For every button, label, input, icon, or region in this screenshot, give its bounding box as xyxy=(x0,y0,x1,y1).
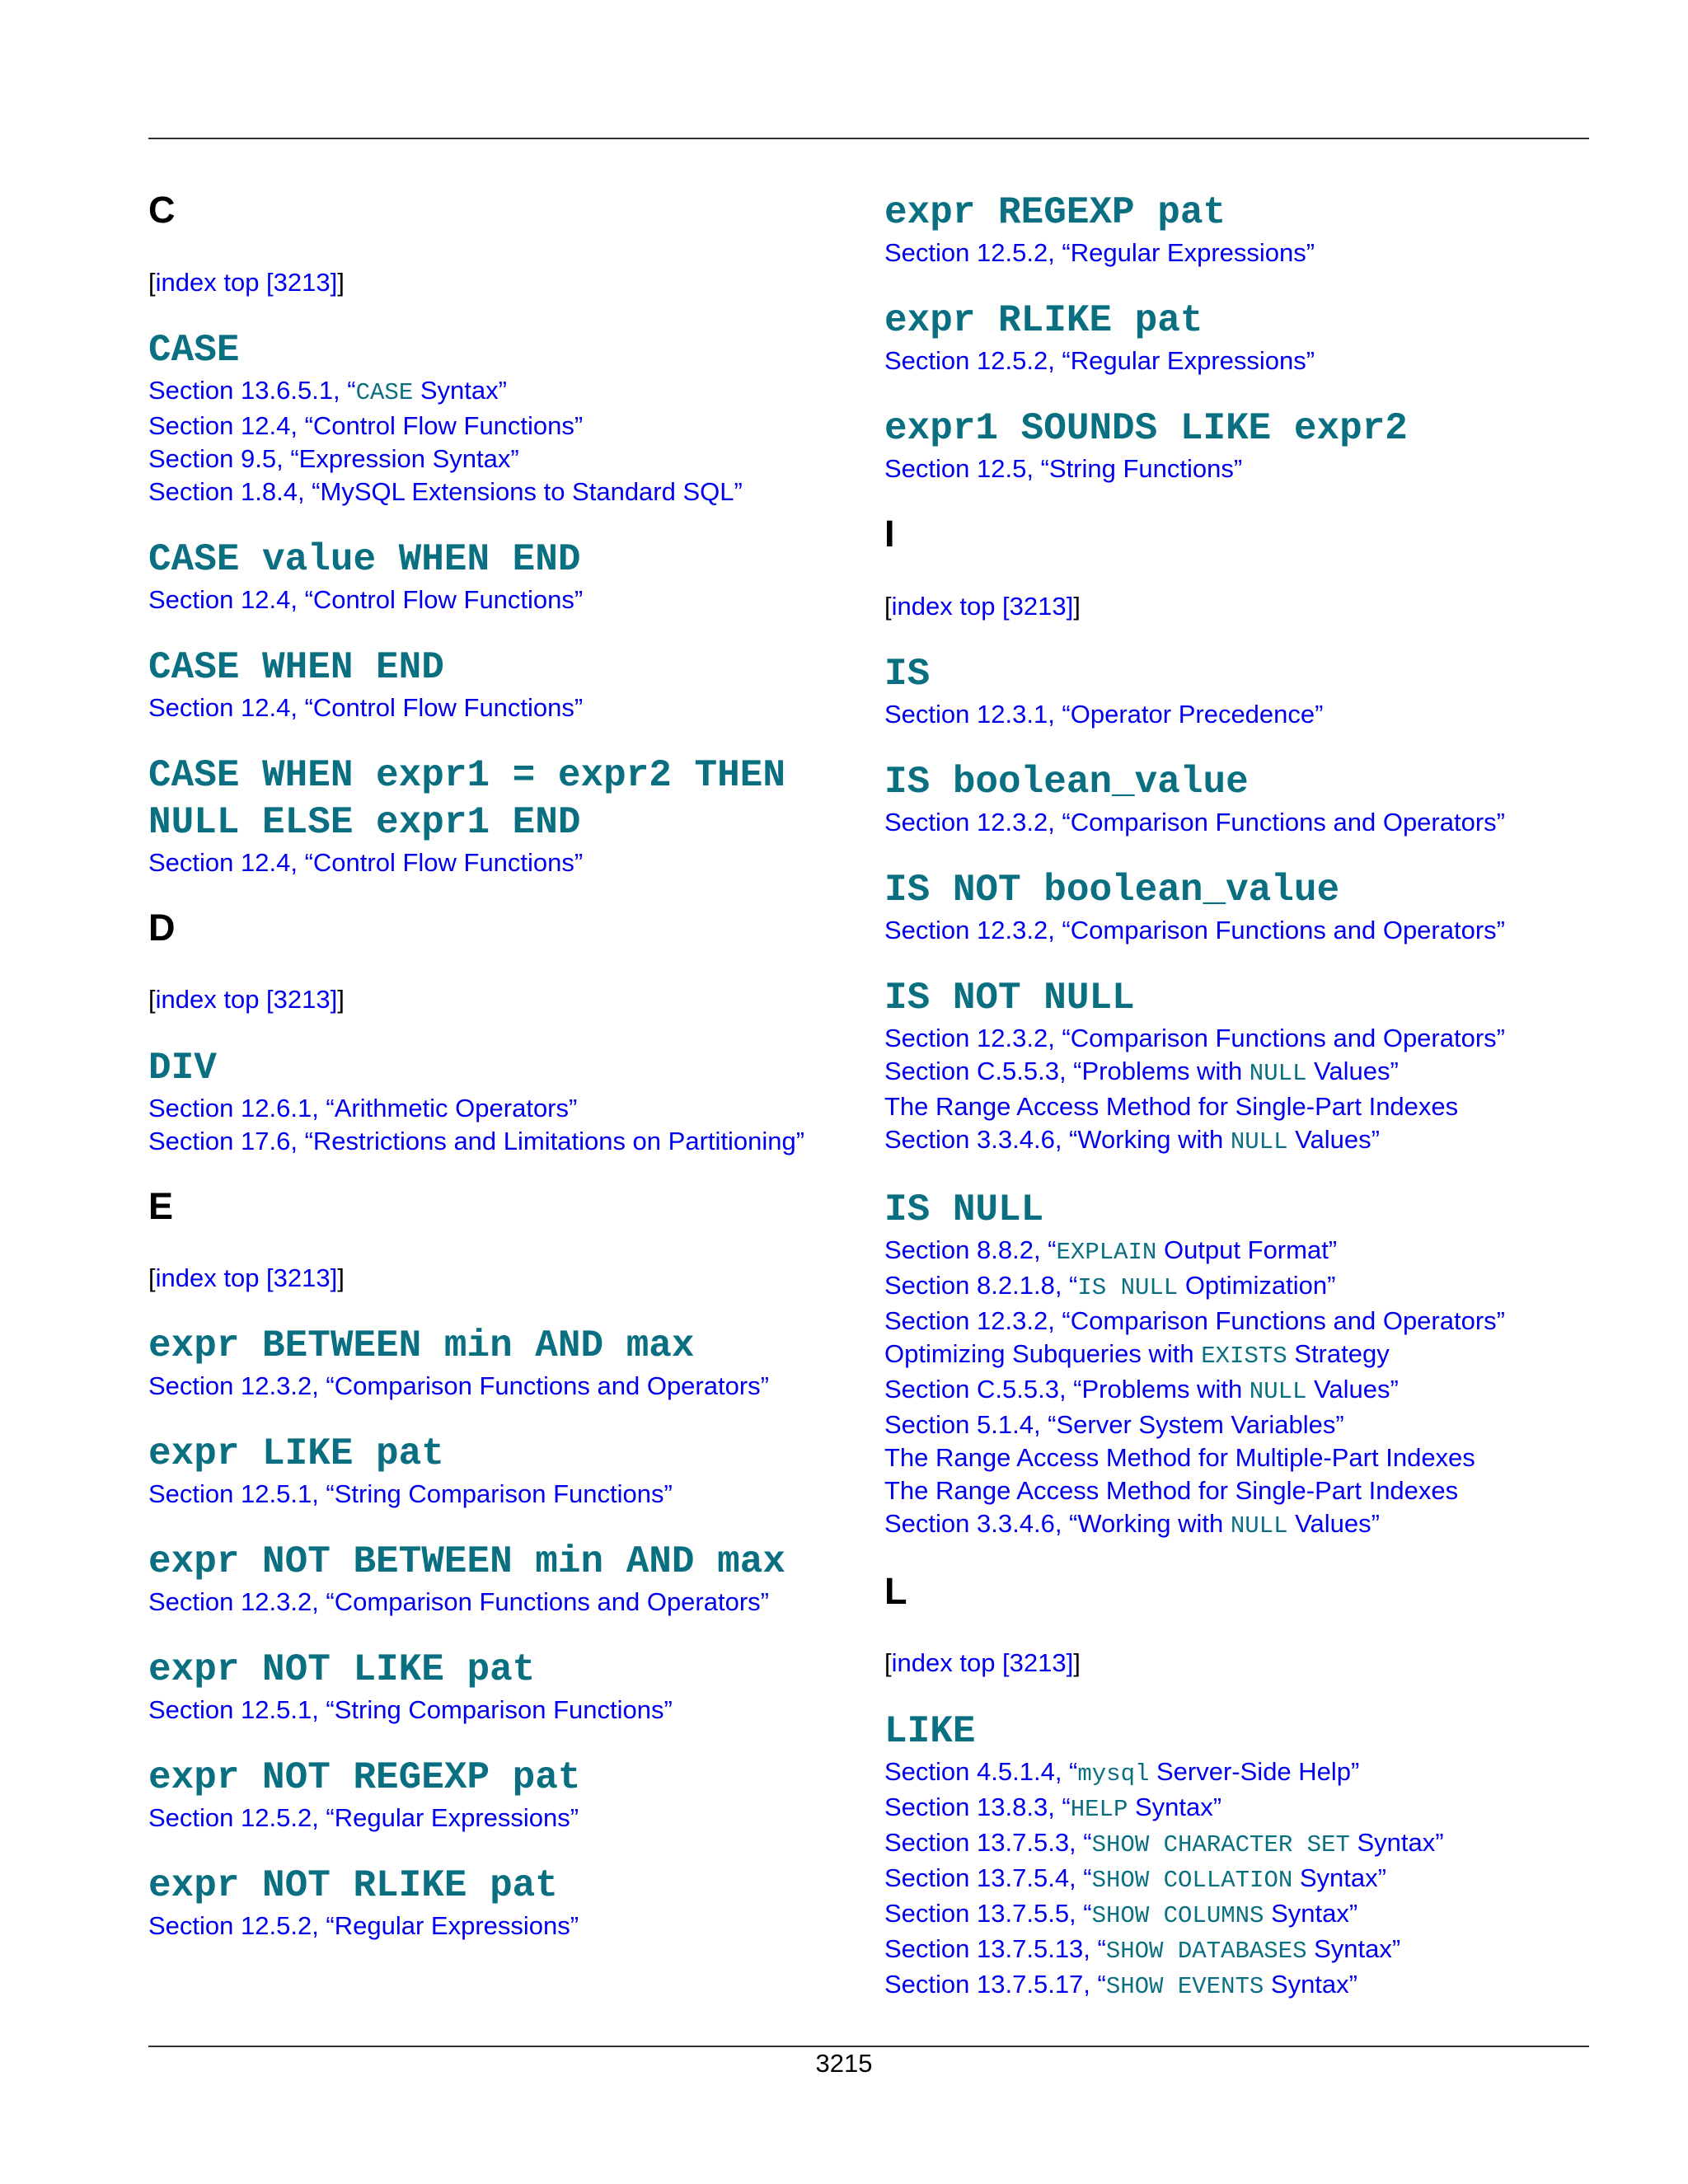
reference-text: Section 13.8.3, “ xyxy=(884,1792,1071,1821)
index-term: IS xyxy=(884,652,931,696)
index-column-left xyxy=(148,190,841,1971)
reference-text: Section 12.5.2, “Regular Expressions” xyxy=(148,1803,579,1833)
index-reference-link[interactable] xyxy=(884,1862,1593,1897)
index-reference-link[interactable] xyxy=(884,698,1593,731)
index-term: IS NOT NULL xyxy=(884,976,1135,1019)
index-reference-link[interactable] xyxy=(884,1507,1593,1543)
reference-text: Server-Side Help” xyxy=(1149,1756,1360,1786)
reference-text: Syntax” xyxy=(1349,1827,1444,1857)
reference-text: Section 5.1.4, “Server System Variables” xyxy=(884,1409,1344,1439)
index-entry xyxy=(884,651,1593,731)
reference-text: Values” xyxy=(1287,1508,1380,1538)
reference-text: Section 4.5.1.4, “ xyxy=(884,1756,1078,1786)
index-top-link[interactable]: index top [3213] xyxy=(155,1263,338,1293)
index-term: IS boolean_value xyxy=(884,760,1249,804)
code-literal: NULL xyxy=(1230,1511,1288,1540)
index-reference-link[interactable] xyxy=(884,1234,1593,1269)
reference-text: Section 12.5, “String Functions” xyxy=(884,454,1243,484)
index-reference-link[interactable] xyxy=(884,914,1593,947)
reference-text: Section 3.3.4.6, “Working with xyxy=(884,1508,1231,1538)
bracket-close: ] xyxy=(337,1263,345,1293)
reference-text: Section 13.7.5.17, “ xyxy=(884,1969,1106,1999)
index-reference-link[interactable] xyxy=(884,237,1593,269)
index-term: IS NULL xyxy=(884,1188,1044,1231)
reference-text: Section 13.7.5.13, “ xyxy=(884,1933,1106,1963)
reference-text: Section 12.3.2, “Comparison Functions and Operators” xyxy=(884,915,1505,944)
index-entry xyxy=(148,537,841,616)
index-entry xyxy=(148,752,841,879)
index-reference-link[interactable] xyxy=(884,1373,1593,1408)
reference-text: The Range Access Method for Multiple-Part Indexes xyxy=(884,1442,1475,1472)
code-literal: SHOW CHARACTER SET xyxy=(1091,1830,1350,1858)
index-reference-link[interactable] xyxy=(148,1586,841,1619)
bracket-open: [ xyxy=(884,1648,892,1678)
index-entry xyxy=(148,1539,841,1619)
index-reference-link[interactable] xyxy=(884,1933,1593,1968)
code-literal: EXPLAIN xyxy=(1056,1238,1157,1266)
reference-text: Section 12.5.2, “Regular Expressions” xyxy=(148,1911,579,1941)
code-literal: IS NULL xyxy=(1077,1273,1179,1301)
footer-rule xyxy=(148,2046,1589,2047)
section-letter-l: L xyxy=(884,1569,907,1612)
code-literal: EXISTS xyxy=(1201,1342,1287,1370)
index-entry xyxy=(884,759,1593,839)
page-number: 3215 xyxy=(815,2049,873,2078)
index-reference-link[interactable] xyxy=(148,1802,841,1835)
reference-text: Section 13.7.5.5, “ xyxy=(884,1898,1092,1928)
index-reference-link[interactable] xyxy=(884,1305,1593,1338)
index-reference-link[interactable] xyxy=(884,1338,1593,1373)
index-reference-link[interactable] xyxy=(884,452,1593,485)
reference-text: Section 9.5, “Expression Syntax” xyxy=(148,443,519,473)
index-top-row xyxy=(148,984,841,1015)
index-reference-link[interactable] xyxy=(884,1474,1593,1507)
index-reference-link[interactable] xyxy=(884,1441,1593,1474)
index-entry xyxy=(148,1755,841,1835)
reference-text: Section C.5.5.3, “Problems with xyxy=(884,1056,1250,1085)
index-term: expr NOT REGEXP pat xyxy=(148,1756,581,1800)
section-letter-e: E xyxy=(148,1184,174,1227)
index-reference-link[interactable] xyxy=(148,1910,841,1943)
index-entry xyxy=(148,1647,841,1727)
reference-text: Section 12.6.1, “Arithmetic Operators” xyxy=(148,1093,578,1122)
index-term: expr REGEXP pat xyxy=(884,191,1226,234)
index-entry xyxy=(884,867,1593,947)
code-literal: SHOW COLUMNS xyxy=(1091,1901,1264,1929)
code-literal: SHOW COLLATION xyxy=(1091,1866,1293,1894)
reference-text: Values” xyxy=(1287,1124,1380,1154)
reference-text: Section 3.3.4.6, “Working with xyxy=(884,1124,1231,1154)
index-reference-link[interactable] xyxy=(148,1694,841,1727)
bracket-close: ] xyxy=(337,985,345,1015)
reference-text: Section 12.5.2, “Regular Expressions” xyxy=(884,238,1315,268)
reference-text: The Range Access Method for Single-Part Indexes xyxy=(884,1475,1459,1505)
reference-text: Section 17.6, “Restrictions and Limitations on Partitioning” xyxy=(148,1126,805,1155)
code-literal: NULL xyxy=(1249,1059,1307,1087)
section-letter-d: D xyxy=(148,906,176,949)
reference-text: Syntax” xyxy=(1264,1898,1358,1928)
index-reference-link[interactable] xyxy=(148,1478,841,1511)
reference-text: Section 12.5.1, “String Comparison Functions” xyxy=(148,1479,673,1509)
index-term: CASE WHEN expr1 = expr2 THEN NULL ELSE expr1 END xyxy=(148,753,785,844)
index-reference-link[interactable] xyxy=(148,410,841,443)
code-literal: HELP xyxy=(1070,1795,1128,1823)
reference-text: Section 13.6.5.1, “ xyxy=(148,375,356,405)
index-term: expr LIKE pat xyxy=(148,1432,444,1476)
index-reference-link[interactable] xyxy=(148,374,841,410)
reference-text: Values” xyxy=(1306,1374,1399,1404)
index-reference-link[interactable] xyxy=(884,1055,1593,1090)
index-term: CASE value WHEN END xyxy=(148,537,581,581)
reference-text: Section 12.4, “Control Flow Functions” xyxy=(148,847,584,877)
index-reference-link[interactable] xyxy=(884,1090,1593,1123)
reference-text: Syntax” xyxy=(1264,1969,1357,1999)
reference-text: Values” xyxy=(1306,1056,1399,1085)
code-literal: mysql xyxy=(1077,1760,1150,1788)
index-top-row xyxy=(148,267,841,298)
index-reference-link[interactable] xyxy=(148,443,841,476)
index-reference-link[interactable] xyxy=(148,1370,841,1403)
bracket-close: ] xyxy=(337,267,345,297)
reference-text: Section 12.3.2, “Comparison Functions and Operators” xyxy=(148,1587,769,1617)
index-top-row xyxy=(148,1263,841,1293)
reference-text: Optimization” xyxy=(1178,1270,1336,1300)
index-reference-link[interactable] xyxy=(884,1269,1593,1305)
reference-text: Section 12.4, “Control Flow Functions” xyxy=(148,410,584,440)
index-reference-link[interactable] xyxy=(884,806,1593,839)
reference-text: Strategy xyxy=(1287,1338,1390,1368)
reference-text: Section 12.4, “Control Flow Functions” xyxy=(148,584,584,614)
reference-text: Syntax” xyxy=(1292,1863,1386,1892)
reference-text: Syntax” xyxy=(1306,1933,1401,1963)
header-rule xyxy=(148,138,1589,139)
index-reference-link[interactable] xyxy=(148,1092,841,1125)
reference-text: Section 12.3.2, “Comparison Functions and Operators” xyxy=(884,807,1505,837)
reference-text: Section 12.4, “Control Flow Functions” xyxy=(148,692,584,722)
reference-text: Section 12.3.1, “Operator Precedence” xyxy=(884,699,1324,729)
reference-text: Section 8.2.1.8, “ xyxy=(884,1270,1078,1300)
index-reference-link[interactable] xyxy=(148,691,841,724)
index-column-right xyxy=(884,190,1593,2032)
index-entry xyxy=(148,644,841,724)
index-term: CASE WHEN END xyxy=(148,645,444,689)
index-term: IS NOT boolean_value xyxy=(884,868,1340,912)
reference-text: Optimizing Subqueries with xyxy=(884,1338,1202,1368)
index-term: expr BETWEEN min AND max xyxy=(148,1324,695,1368)
index-entry xyxy=(148,1323,841,1403)
reference-text: Output Format” xyxy=(1156,1235,1338,1264)
code-literal: NULL xyxy=(1230,1127,1288,1155)
reference-text: The Range Access Method for Single-Part Indexes xyxy=(884,1091,1459,1121)
index-top-link[interactable]: index top [3213] xyxy=(891,1648,1074,1678)
index-term: expr NOT LIKE pat xyxy=(148,1648,536,1692)
index-reference-link[interactable] xyxy=(884,1826,1593,1862)
index-reference-link[interactable] xyxy=(884,1755,1593,1791)
index-entry xyxy=(148,327,841,509)
index-entry xyxy=(884,190,1593,269)
reference-text: Section 12.3.2, “Comparison Functions and Operators” xyxy=(148,1371,769,1401)
index-top-link[interactable]: index top [3213] xyxy=(155,985,338,1015)
index-entry xyxy=(884,975,1593,1159)
bracket-open: [ xyxy=(884,591,892,621)
reference-text: Section 8.8.2, “ xyxy=(884,1235,1057,1264)
index-term: expr NOT BETWEEN min AND max xyxy=(148,1540,785,1584)
bracket-close: ] xyxy=(1073,591,1081,621)
index-entry xyxy=(884,298,1593,377)
index-term: LIKE xyxy=(884,1709,976,1753)
section-letter-i: I xyxy=(884,513,895,555)
reference-text: Section 1.8.4, “MySQL Extensions to Standard SQL” xyxy=(148,476,743,506)
bracket-close: ] xyxy=(1073,1648,1081,1678)
index-reference-link[interactable] xyxy=(884,1408,1593,1441)
index-reference-link[interactable] xyxy=(148,1125,841,1158)
index-entry xyxy=(884,1187,1593,1543)
code-literal: NULL xyxy=(1249,1377,1307,1405)
code-literal: CASE xyxy=(355,378,414,406)
index-term: expr1 SOUNDS LIKE expr2 xyxy=(884,407,1408,451)
reference-text: Section 12.3.2, “Comparison Functions and Operators” xyxy=(884,1305,1505,1335)
index-top-row xyxy=(884,591,1593,621)
index-top-link[interactable]: index top [3213] xyxy=(891,591,1074,621)
index-reference-link[interactable] xyxy=(884,1791,1593,1826)
reference-text: Section 12.5.2, “Regular Expressions” xyxy=(884,346,1315,376)
reference-text: Syntax” xyxy=(413,375,507,405)
bracket-open: [ xyxy=(148,267,156,297)
index-entry xyxy=(148,1863,841,1943)
index-reference-link[interactable] xyxy=(884,1897,1593,1933)
index-entry xyxy=(884,405,1593,485)
bracket-open: [ xyxy=(148,1263,156,1293)
index-entry xyxy=(148,1431,841,1511)
index-term: DIV xyxy=(148,1046,217,1090)
index-entry xyxy=(884,1708,1593,2004)
reference-text: Section 12.5.1, “String Comparison Functions” xyxy=(148,1695,673,1725)
reference-text: Section 12.3.2, “Comparison Functions and Operators” xyxy=(884,1023,1505,1052)
index-term: CASE xyxy=(148,328,240,372)
reference-text: Section 13.7.5.4, “ xyxy=(884,1863,1092,1892)
index-reference-link[interactable] xyxy=(884,1022,1593,1055)
index-reference-link[interactable] xyxy=(884,344,1593,377)
index-reference-link[interactable] xyxy=(148,583,841,616)
section-letter-c: C xyxy=(148,189,176,231)
index-term: expr RLIKE pat xyxy=(884,299,1203,343)
index-term: expr NOT RLIKE pat xyxy=(148,1864,558,1908)
code-literal: SHOW DATABASES xyxy=(1105,1937,1307,1965)
index-entry xyxy=(148,1045,841,1158)
index-top-link[interactable]: index top [3213] xyxy=(155,267,338,297)
index-reference-link[interactable] xyxy=(148,476,841,509)
index-reference-link[interactable] xyxy=(884,1123,1593,1159)
code-literal: SHOW EVENTS xyxy=(1105,1972,1264,2000)
reference-text: Section C.5.5.3, “Problems with xyxy=(884,1374,1250,1404)
bracket-open: [ xyxy=(148,985,156,1015)
reference-text: Syntax” xyxy=(1128,1792,1222,1821)
index-top-row xyxy=(884,1647,1593,1678)
reference-text: Section 13.7.5.3, “ xyxy=(884,1827,1092,1857)
index-reference-link[interactable] xyxy=(884,1968,1593,2004)
index-reference-link[interactable] xyxy=(148,846,841,879)
